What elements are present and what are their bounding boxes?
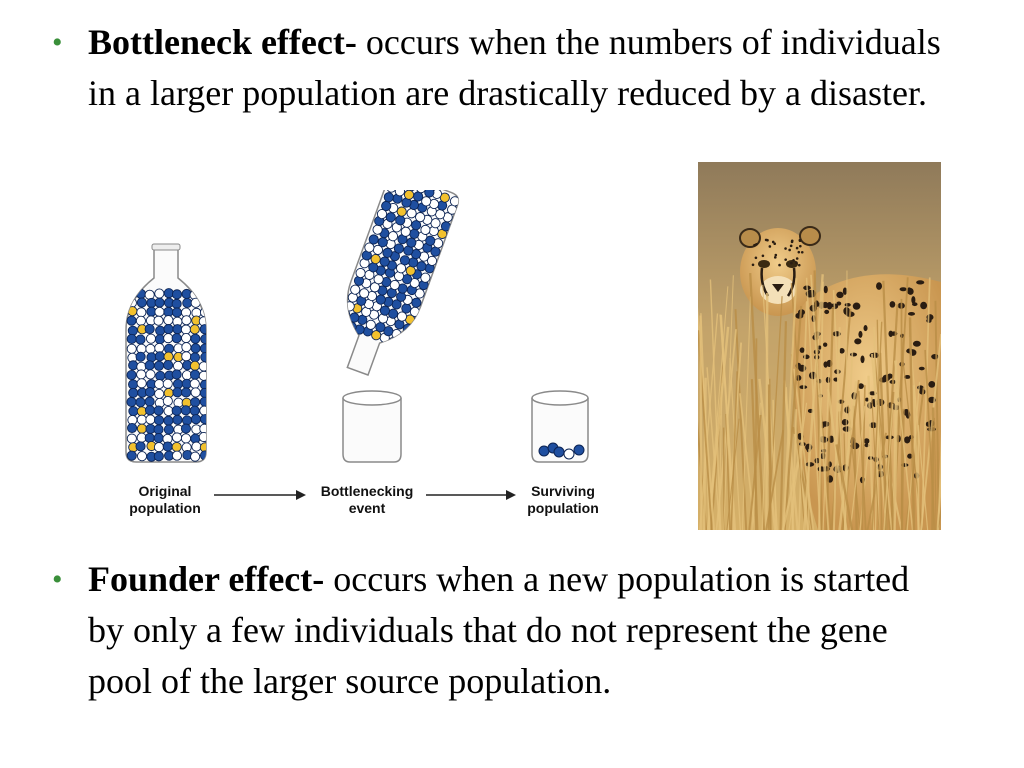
bead	[129, 407, 138, 416]
bead	[127, 397, 136, 406]
bead	[164, 352, 173, 361]
bead	[155, 343, 164, 352]
bead	[155, 352, 164, 361]
spot	[755, 243, 758, 246]
bead	[396, 339, 408, 351]
bead	[163, 396, 172, 405]
bead	[200, 424, 209, 433]
bead	[127, 451, 136, 460]
bead	[145, 397, 154, 406]
label-line: Bottlenecking	[320, 483, 414, 499]
bead	[154, 406, 163, 415]
bead	[145, 406, 154, 415]
spot	[928, 381, 935, 388]
bead	[145, 290, 154, 299]
bead	[164, 425, 173, 434]
bullet-marker: •	[52, 563, 63, 596]
bead	[164, 316, 173, 325]
bead	[173, 388, 182, 397]
bead	[155, 380, 164, 389]
bead	[154, 452, 163, 461]
bead	[199, 432, 208, 441]
bead	[163, 379, 172, 388]
bead	[146, 334, 155, 343]
spot	[853, 303, 861, 310]
bead	[199, 371, 208, 380]
bead	[155, 298, 164, 307]
bead	[191, 415, 200, 424]
spot	[913, 341, 921, 347]
spot	[836, 292, 843, 298]
bead	[191, 388, 200, 397]
bead	[129, 361, 138, 370]
bead	[183, 298, 192, 307]
bullet-marker: •	[52, 26, 63, 59]
spot	[876, 282, 882, 290]
label-surviving-population	[508, 483, 618, 517]
bead	[201, 353, 210, 362]
bead	[201, 334, 210, 343]
spot	[792, 259, 795, 262]
bead	[136, 398, 145, 407]
spot	[854, 338, 861, 344]
bead	[182, 316, 191, 325]
bead	[154, 361, 163, 370]
bullet-bottleneck	[52, 17, 952, 119]
bottleneck-cup	[343, 391, 401, 462]
bead	[200, 406, 209, 415]
bead	[155, 289, 164, 298]
bead	[172, 308, 181, 317]
bead	[136, 316, 145, 325]
spot	[931, 354, 938, 359]
spot	[799, 245, 802, 248]
bead	[190, 353, 199, 362]
bead	[155, 335, 164, 344]
bead	[191, 452, 200, 461]
spot	[916, 280, 924, 284]
spot	[908, 312, 915, 316]
spot	[752, 263, 755, 266]
bead	[192, 442, 201, 451]
bead	[146, 370, 155, 379]
spot	[774, 256, 777, 259]
spot	[845, 303, 851, 307]
label-line: Original	[138, 483, 192, 499]
spot	[800, 347, 805, 353]
bead	[200, 298, 209, 307]
bead	[191, 344, 200, 353]
grass-blade	[918, 425, 919, 530]
label-line: population	[527, 500, 599, 516]
bead	[128, 307, 137, 316]
bead	[164, 334, 173, 343]
spot	[796, 247, 799, 250]
bead	[155, 307, 164, 316]
spot	[798, 251, 801, 254]
bead	[137, 308, 146, 317]
spot	[755, 256, 758, 259]
grass-blade	[769, 385, 770, 530]
bullet-founder	[52, 554, 952, 707]
arrow-2	[426, 490, 516, 500]
bullet-term: Bottleneck effect-	[88, 22, 357, 62]
bead	[154, 416, 163, 425]
spot	[765, 239, 768, 242]
surviving-cup	[532, 391, 588, 462]
grass-blade	[701, 315, 702, 530]
bead	[190, 325, 199, 334]
spot	[788, 249, 791, 252]
label-bottlenecking-event	[307, 483, 427, 517]
bead	[137, 424, 146, 433]
bead	[145, 388, 154, 397]
bullet-body: occurs when the numbers of individuals in a larger population are drastically reduced by a disaster.	[88, 22, 941, 113]
spot	[864, 325, 868, 331]
spot	[799, 239, 802, 242]
bead	[136, 335, 145, 344]
bead	[172, 370, 181, 379]
spot	[798, 264, 801, 267]
bead	[154, 443, 163, 452]
bead	[337, 318, 349, 330]
label-line: Surviving	[531, 483, 595, 499]
bead	[190, 379, 199, 388]
spot	[773, 242, 776, 245]
bead	[182, 416, 191, 425]
spot	[890, 301, 896, 307]
bead	[182, 333, 191, 342]
spot	[784, 258, 787, 261]
bead	[164, 325, 173, 334]
spot	[842, 419, 849, 425]
bead	[154, 316, 163, 325]
bottleneck-diagram	[110, 190, 620, 530]
bead	[146, 415, 155, 424]
bead	[191, 398, 200, 407]
spot	[900, 287, 907, 291]
original-bottle	[126, 244, 210, 462]
bead	[199, 289, 208, 298]
bead	[155, 389, 164, 398]
bead	[200, 397, 209, 406]
bead	[164, 289, 173, 298]
spot	[858, 331, 862, 338]
bead	[181, 325, 190, 334]
spot	[791, 239, 794, 242]
label-line: event	[348, 500, 386, 516]
bullet-body: occurs when a new population is started by only a few individuals that do not represent the gene pool of the larger source population.	[88, 559, 910, 701]
spot	[926, 314, 933, 320]
bead	[127, 423, 136, 432]
bead	[164, 416, 173, 425]
bead	[172, 299, 181, 308]
tipped-bottle	[323, 190, 462, 384]
spot	[790, 262, 793, 265]
spot	[904, 436, 910, 443]
bead	[190, 406, 199, 415]
label-line: population	[129, 500, 201, 516]
original-beads	[127, 289, 210, 462]
bead	[173, 415, 182, 424]
bullet-text	[88, 554, 952, 707]
bead	[172, 290, 181, 299]
bead	[200, 325, 209, 334]
bead	[200, 415, 209, 424]
bead	[129, 388, 138, 397]
bead	[200, 388, 209, 397]
spot	[796, 257, 799, 260]
bead	[127, 344, 136, 353]
bead	[181, 424, 190, 433]
bead	[182, 343, 191, 352]
spot	[775, 254, 778, 257]
grass-blade	[766, 293, 767, 530]
bead	[136, 442, 145, 451]
bead	[127, 370, 136, 379]
bead	[146, 344, 155, 353]
bead	[163, 442, 172, 451]
bead	[136, 352, 145, 361]
bead	[156, 326, 165, 335]
bead	[145, 361, 154, 370]
spot	[860, 356, 864, 364]
bead	[127, 316, 136, 325]
bead	[137, 370, 146, 379]
bead	[137, 415, 146, 424]
arrow-1	[214, 490, 306, 500]
spot	[790, 245, 793, 248]
spot	[778, 264, 781, 267]
cheetah-photo	[698, 162, 941, 530]
spot	[769, 245, 772, 248]
bead	[182, 352, 191, 361]
bead	[199, 362, 208, 371]
bead	[127, 434, 136, 443]
bead	[191, 334, 200, 343]
bead	[137, 452, 146, 461]
bead	[172, 451, 181, 460]
spot	[784, 247, 787, 250]
spot	[824, 310, 829, 314]
bead	[164, 360, 173, 369]
bullet-term: Founder effect-	[88, 559, 325, 599]
bead	[181, 406, 190, 415]
spot	[824, 286, 828, 294]
bead	[182, 388, 191, 397]
bead	[172, 442, 181, 451]
spot	[919, 367, 925, 371]
bead	[164, 307, 173, 316]
label-original-population	[110, 483, 220, 517]
bead	[190, 361, 199, 370]
bead	[173, 379, 182, 388]
bead	[128, 326, 137, 335]
spot	[795, 261, 798, 264]
bead	[172, 406, 181, 415]
bead	[154, 425, 163, 434]
bead	[172, 433, 181, 442]
bead	[127, 334, 136, 343]
bead	[172, 334, 181, 343]
bead	[137, 379, 146, 388]
bead	[145, 324, 154, 333]
bead	[173, 361, 182, 370]
bead	[191, 298, 200, 307]
spot	[762, 254, 765, 257]
bead	[156, 371, 165, 380]
bead	[181, 434, 190, 443]
spot	[920, 302, 927, 309]
spot	[911, 296, 915, 304]
bullet-text	[88, 17, 952, 119]
bead	[137, 298, 146, 307]
spot	[850, 353, 857, 357]
bead	[154, 433, 163, 442]
bead	[145, 433, 154, 442]
bead	[128, 380, 137, 389]
spot	[823, 343, 827, 347]
bead	[173, 325, 182, 334]
bead	[190, 370, 199, 379]
bead	[200, 344, 209, 353]
spot	[801, 251, 804, 254]
